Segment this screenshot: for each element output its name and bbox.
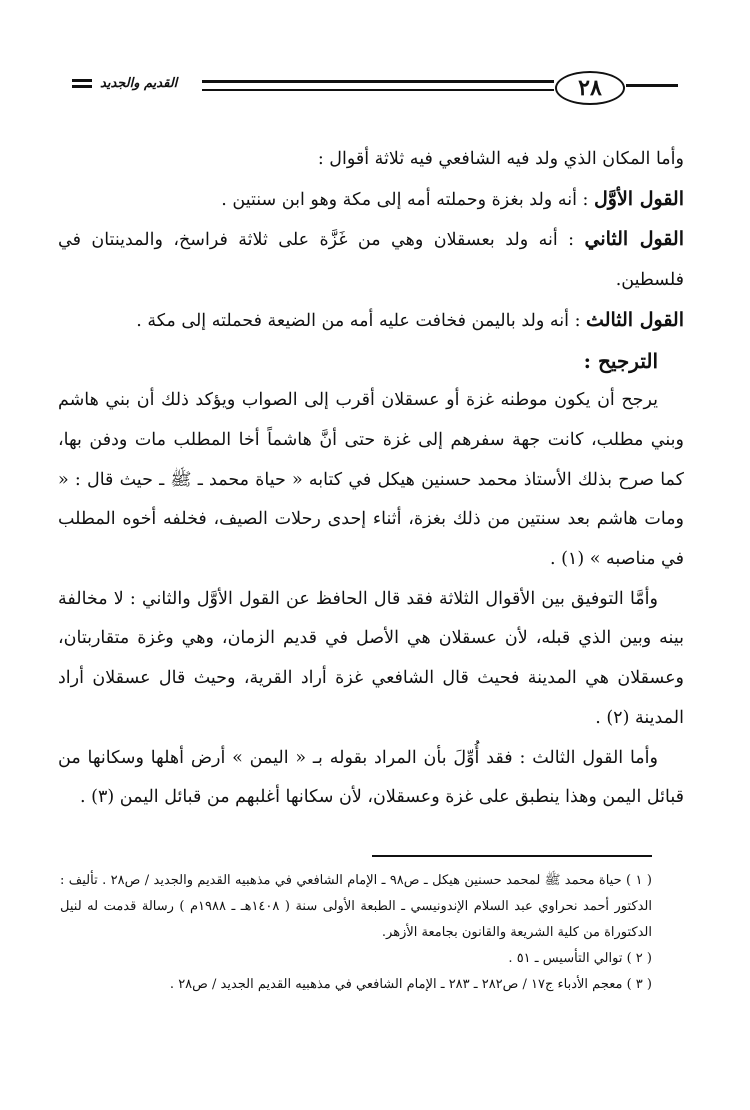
header-rule <box>202 80 554 83</box>
page-number: ٢٨ <box>555 71 625 105</box>
intro-line: وأما المكان الذي ولد فيه الشافعي فيه ثلاثة أقوال : <box>317 149 684 169</box>
second-opinion <box>58 220 684 300</box>
section-heading: الترجيح : <box>583 348 658 373</box>
running-title: القديم والجديد <box>100 76 178 91</box>
footnote-2: ( ٢ ) توالي التأسيس ـ ٥١ . <box>508 951 652 966</box>
header-rule-thin <box>202 89 554 91</box>
footnote-1: ( ١ ) حياة محمد ﷺ لمحمد حسنين هيكل ـ ص٩٨ ـ الإمام الشافعي في مذهبيه القديم والجديد / ص٢٨ . تأليف : الدكتور أحمد نحراوي عبد السلام الإندونيسي ـ الطبعة الأولى سنة ( ١٤٠٨هـ ـ ١٩٨٨م ) رسالة قدمت له لنيل الدكتوراة من كلية الشريعة والقانون بجامعة الأزهر. <box>60 873 652 940</box>
tawfiq-paragraph: وأمَّا التوفيق بين الأقوال الثلاثة فقد قال الحافظ عن القول الأوَّل والثاني : لا مخالفة بينه وبين الذي قبله، لأن عسقلان هي الأصل في قديم الزمان، وهي وغزة متقاربتان، وعسقلان هي المدينة فحيث قال الشافعي غزة أراد القرية، وحيث قال عسقلان أراد المدينة (٢) . <box>58 588 684 728</box>
main-text <box>58 140 684 818</box>
third-opinion <box>58 301 684 342</box>
footnote-separator <box>372 855 652 857</box>
first-opinion-label: القول الأوَّل <box>593 187 684 210</box>
header-rule-right <box>626 84 678 87</box>
page-header <box>0 0 750 130</box>
header-decoration <box>72 79 92 91</box>
third-opinion-paragraph: وأما القول الثالث : فقد أُوِّلَ بأن المراد بقوله بـ « اليمن » أرض أهلها وسكانها من قبائل اليمن وهذا ينطبق على غزة وعسقلان، لأن سكانها أغلبهم من قبائل اليمن (٣) . <box>58 747 684 808</box>
first-opinion <box>58 180 684 221</box>
first-opinion-text: : أنه ولد بغزة وحملته أمه إلى مكة وهو ابن سنتين . <box>221 189 589 210</box>
second-opinion-text: : أنه ولد بعسقلان وهي من غَزَّة على ثلاثة فراسخ، والمدينتان في فلسطين. <box>58 230 684 291</box>
tarjih-paragraph: يرجح أن يكون موطنه غزة أو عسقلان أقرب إلى الصواب ويؤكد ذلك أن بني هاشم وبني مطلب، كانت جهة سفرهم إلى غزة حتى أنَّ هاشماً أخا المطلب مات ودفن بها، كما صرح بذلك الأستاذ محمد حسنين هيكل في كتابه « حياة محمد ـ ﷺ ـ حيث قال : « ومات هاشم بعد سنتين من ذلك بغزة، أثناء إحدى رحلات الصيف، فخلفه أخوه المطلب في مناصبه » (١) . <box>58 390 684 570</box>
footnote-3: ( ٣ ) معجم الأدباء ج١٧ / ص٢٨٢ ـ ٢٨٣ ـ الإمام الشافعي في مذهبيه القديم الجديد / ص٢٨ . <box>169 977 652 992</box>
third-opinion-label: القول الثالث <box>586 308 684 331</box>
footnotes <box>60 868 652 998</box>
third-opinion-text: : أنه ولد باليمن فخافت عليه أمه من الضيعة فحملته إلى مكة . <box>136 310 581 331</box>
second-opinion-label: القول الثاني <box>584 228 684 251</box>
